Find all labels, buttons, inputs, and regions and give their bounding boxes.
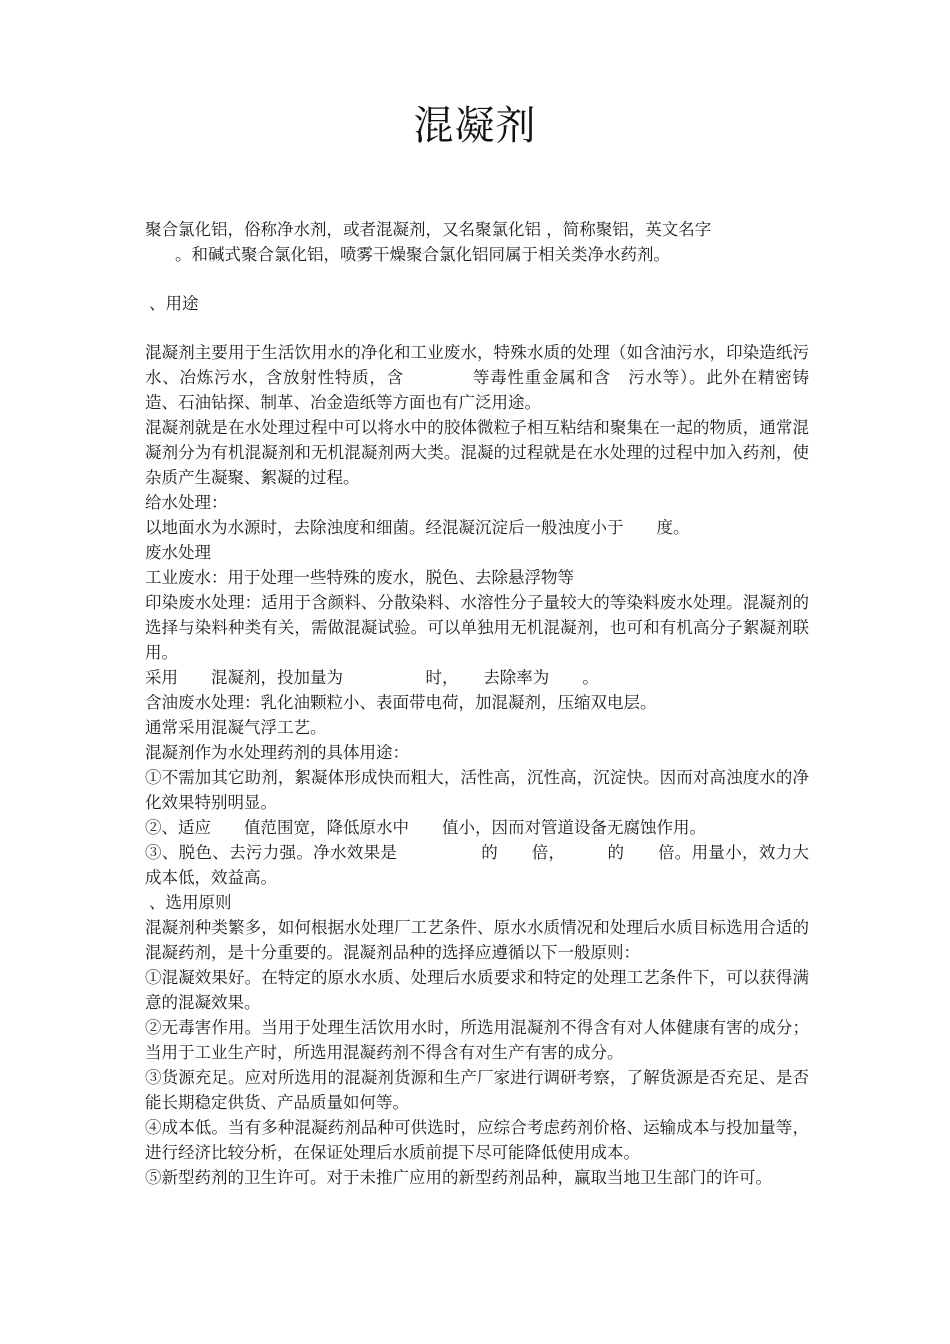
document-body — [145, 217, 826, 1190]
usage-paragraph: 通常采用混凝气浮工艺。 — [145, 718, 327, 737]
selection-paragraph: ⑤新型药剂的卫生许可。对于未推广应用的新型药剂品种，赢取当地卫生部门的许可。 — [145, 1168, 772, 1187]
selection-paragraph: ①混凝效果好。在特定的原水水质、处理后水质要求和特定的处理工艺条件下，可以获得满意的混凝效果。 — [145, 968, 809, 1012]
usage-paragraph: 混凝剂主要用于生活饮用水的净化和工业废水，特殊水质的处理（如含油污水，印染造纸污水、冶炼污水，含放射性特质，含 等毒性重金属和含 污水等）。此外在精密铸造、石油钻探、制革、冶金造纸等方面也有广泛用途。 — [145, 343, 809, 412]
usage-paragraph: 以地面水为水源时，去除浊度和细菌。经混凝沉淀后一般浊度小于 度。 — [145, 518, 690, 537]
selection-paragraph: ②无毒害作用。当用于处理生活饮用水时，所选用混凝剂不得含有对人体健康有害的成分；当用于工业生产时，所选用混凝药剂不得含有对生产有害的成分。 — [145, 1018, 809, 1062]
usage-paragraph: ③、脱色、去污力强。净水效果是 的 倍， 的 倍。用量小，效力大 成本低，效益高。 — [145, 843, 826, 887]
spacer — [145, 267, 809, 291]
usage-paragraph: 采用 混凝剂，投加量为 时， 去除率为 。 — [145, 668, 599, 687]
usage-paragraph: 混凝剂就是在水处理过程中可以将水中的胶体微粒子相互粘结和聚集在一起的物质，通常混凝剂分为有机混凝剂和无机混凝剂两大类。混凝的过程就是在水处理的过程中加入药剂，使杂质产生凝聚、絮凝的过程。 — [145, 418, 809, 487]
usage-paragraph: ①不需加其它助剂，絮凝体形成快而粗大，活性高，沉性高，沉淀快。因而对高浊度水的净化效果特别明显。 — [145, 768, 809, 812]
usage-paragraph: 混凝剂作为水处理药剂的具体用途： — [145, 743, 409, 762]
usage-paragraph: 废水处理 — [145, 543, 211, 562]
selection-paragraph: ③货源充足。应对所选用的混凝剂货源和生产厂家进行调研考察，了解货源是否充足、是否能长期稳定供货、产品质量如何等。 — [145, 1068, 809, 1112]
intro-line-1: 聚合氯化铝，俗称净水剂，或者混凝剂，又名聚氯化铝 ，简称聚铝，英文名字 — [145, 220, 712, 239]
usage-paragraph: 工业废水：用于处理一些特殊的废水，脱色、去除悬浮物等 — [145, 568, 574, 587]
usage-paragraph: 含油废水处理：乳化油颗粒小、表面带电荷，加混凝剂，压缩双电层。 — [145, 693, 657, 712]
usage-paragraph: 给水处理： — [145, 493, 228, 512]
section-heading-selection: 、选用原则 — [149, 893, 232, 912]
spacer — [145, 316, 809, 340]
intro-line-2: 。和碱式聚合氯化铝，喷雾干燥聚合氯化铝同属于相关类净水药剂。 — [175, 245, 670, 264]
section-heading-usage: 、用途 — [149, 294, 199, 313]
document-title: 混凝剂 — [413, 103, 537, 149]
selection-paragraph: ④成本低。当有多种混凝药剂品种可供选时，应综合考虑药剂价格、运输成本与投加量等，进行经济比较分析，在保证处理后水质前提下尽可能降低使用成本。 — [145, 1118, 809, 1162]
selection-paragraph: 混凝剂种类繁多，如何根据水处理厂工艺条件、原水水质情况和处理后水质目标选用合适的混凝药剂，是十分重要的。混凝剂品种的选择应遵循以下一般原则： — [145, 918, 809, 962]
usage-paragraph: 印染废水处理：适用于含颜料、分散染料、水溶性分子量较大的等染料废水处理。混凝剂的选择与染料种类有关，需做混凝试验。可以单独用无机混凝剂，也可和有机高分子絮凝剂联用。 — [145, 593, 809, 662]
usage-paragraph: ②、适应 值范围宽，降低原水中 值小，因而对管道设备无腐蚀作用。 — [145, 818, 706, 837]
